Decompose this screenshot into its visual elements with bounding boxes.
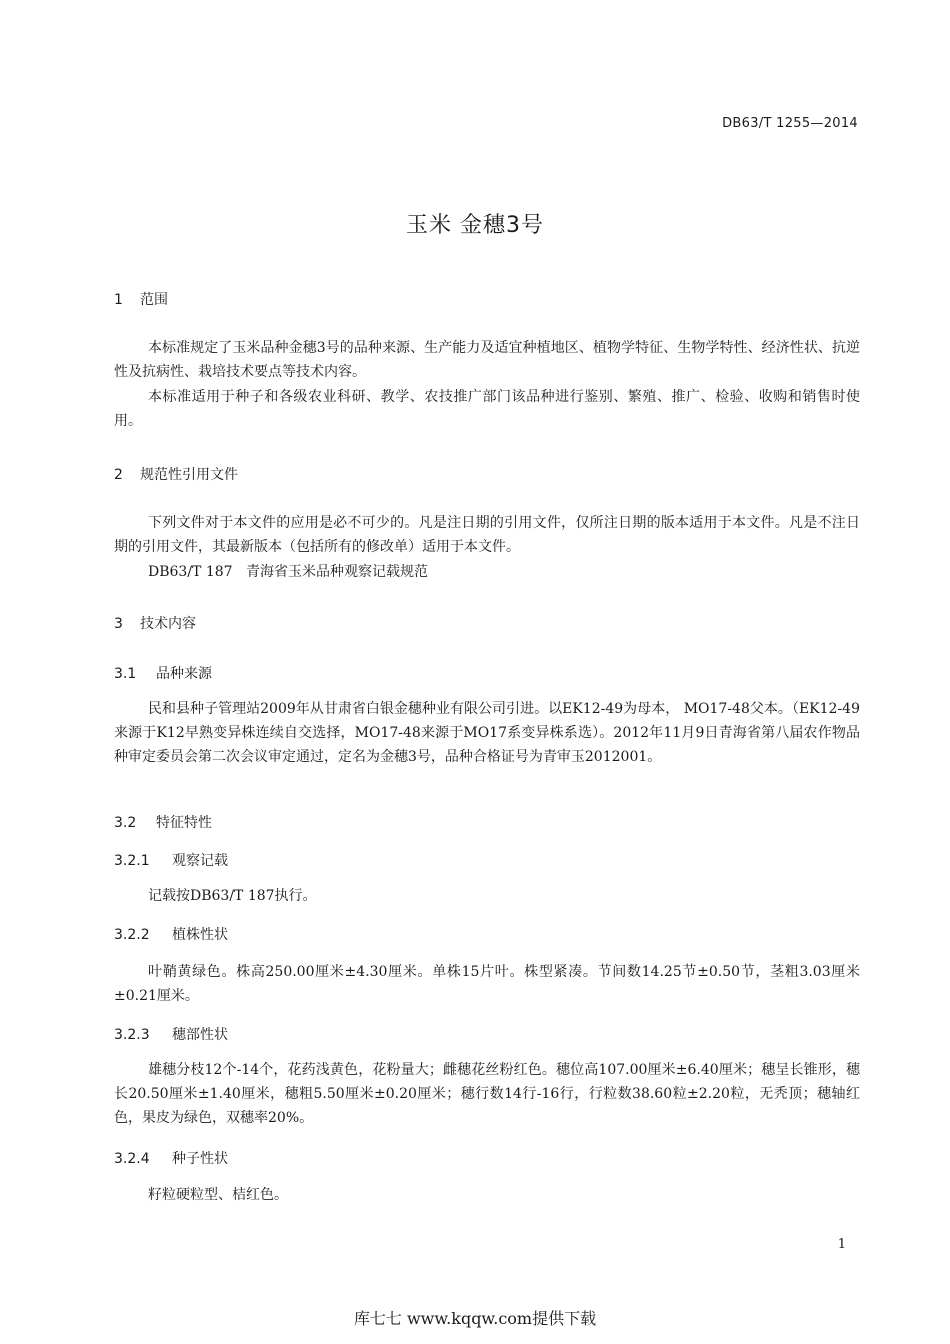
section-title: 穗部性状 (172, 1027, 228, 1043)
paragraph-ear-traits: 雄穗分枝12个-14个，花药浅黄色，花粉量大；雌穗花丝粉红色。穗位高107.00厘米±6.40厘米；穗呈长锥形，穗长20.50厘米±1.40厘米，穗粗5.50厘米±0.20厘米；穗行数14行-16行，行粒数38.60粒±2.20粒，无秃顶；穗轴红色，果皮为绿色，双穗率20%。 (114, 1062, 860, 1126)
section-heading-3-1 (114, 663, 212, 683)
section-heading-3-2-3 (114, 1024, 228, 1044)
section-heading-2 (114, 464, 238, 484)
section-number: 1 (114, 292, 123, 308)
section-heading-3-2-1 (114, 850, 228, 870)
section-heading-3 (114, 613, 196, 633)
section-heading-3-2-2 (114, 924, 228, 944)
section-number: 2 (114, 467, 123, 483)
section-title: 技术内容 (140, 616, 196, 632)
section-title: 特征特性 (156, 815, 212, 831)
section-number: 3.1 (114, 666, 137, 682)
paragraph-scope-2: 本标准适用于种子和各级农业科研、教学、农技推广部门该品种进行鉴别、繁殖、推广、检验、收购和销售时使用。 (114, 389, 860, 429)
reference-item (148, 560, 428, 584)
section-title: 观察记载 (172, 853, 228, 869)
page-title: 玉米 金穗3号 (406, 213, 544, 238)
section-number: 3.2.3 (114, 1027, 150, 1043)
section-heading-3-2 (114, 812, 212, 832)
section-number: 3.2.4 (114, 1151, 150, 1167)
section-title: 规范性引用文件 (140, 467, 238, 483)
section-heading-1 (114, 289, 168, 309)
download-footer: 库七七 www.kqqw.com提供下载 (353, 1309, 597, 1328)
section-number: 3.2.2 (114, 927, 150, 943)
page-number: 1 (837, 1237, 846, 1252)
section-title: 范围 (140, 292, 168, 308)
paragraph-seed-traits: 籽粒硬粒型、桔红色。 (148, 1187, 288, 1203)
reference-code: DB63/T 187 (148, 564, 233, 580)
paragraph-references: 下列文件对于本文件的应用是必不可少的。凡是注日期的引用文件，仅所注日期的版本适用于本文件。凡是不注日期的引用文件，其最新版本（包括所有的修改单）适用于本文件。 (114, 515, 860, 555)
section-heading-3-2-4 (114, 1148, 228, 1168)
section-title: 种子性状 (172, 1151, 228, 1167)
section-number: 3.2 (114, 815, 137, 831)
paragraph-scope-1: 本标准规定了玉米品种金穗3号的品种来源、生产能力及适宜种植地区、植物学特征、生物学特性、经济性状、抗逆性及抗病性、栽培技术要点等技术内容。 (114, 340, 860, 380)
section-title: 植株性状 (172, 927, 228, 943)
paragraph-observation: 记载按DB63/T 187执行。 (148, 888, 317, 904)
document-code: DB63/T 1255—2014 (722, 116, 858, 131)
paragraph-variety-origin: 民和县种子管理站2009年从甘肃省白银金穗种业有限公司引进。以EK12-49为母本， MO17-48父本。（EK12-49来源于K12早熟变异株连续自交选择，MO17-48来源于MO17系变异株系选）。2012年11月9日青海省第八届农作物品种审定委员会第二次会议审定通过，定名为金穗3号，品种合格证号为青审玉2012001。 (114, 701, 860, 765)
section-title: 品种来源 (156, 666, 212, 682)
paragraph-plant-traits: 叶鞘黄绿色。株高250.00厘米±4.30厘米。单株15片叶。株型紧凑。节间数14.25节±0.50节，茎粗3.03厘米±0.21厘米。 (114, 964, 860, 1004)
section-number: 3 (114, 616, 123, 632)
reference-title: 青海省玉米品种观察记载规范 (246, 564, 428, 580)
section-number: 3.2.1 (114, 853, 150, 869)
